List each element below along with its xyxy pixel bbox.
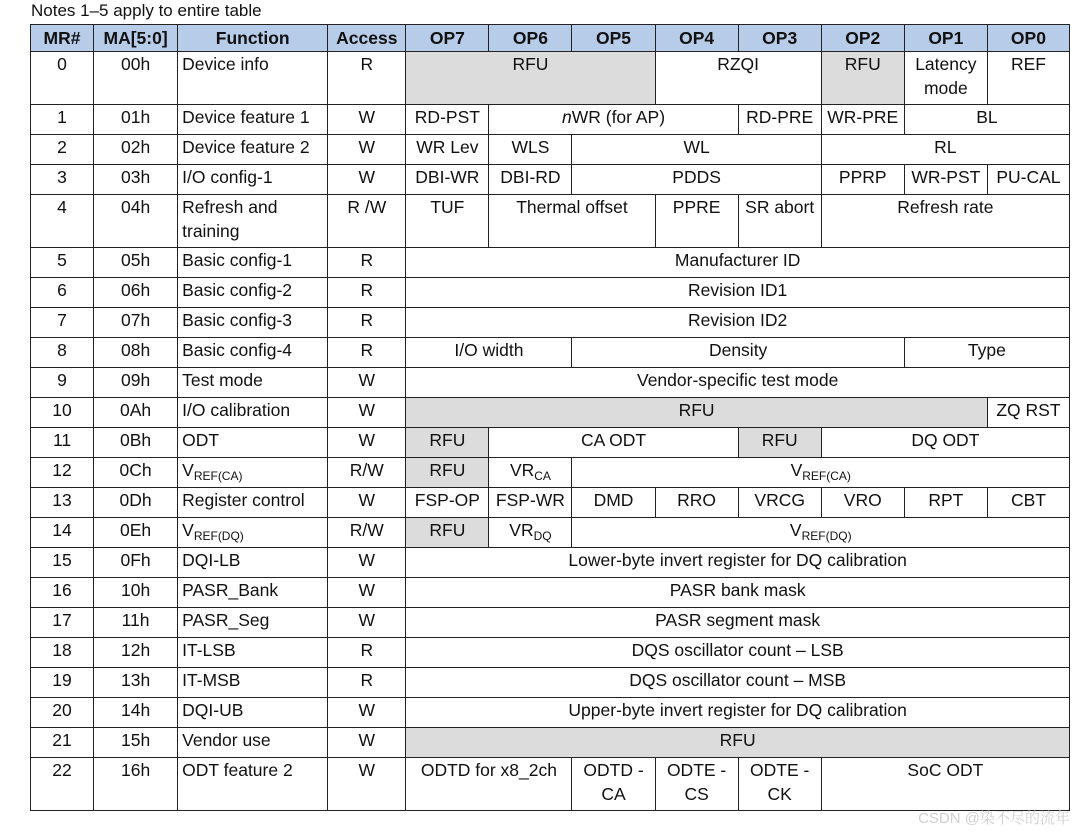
function-name-text: V: [182, 520, 194, 540]
table-row: [31, 518, 1070, 548]
function-name: IT-MSB: [178, 668, 328, 698]
access-type: R: [328, 638, 406, 668]
op-field-rfu: RFU: [406, 428, 489, 458]
mode-address: 11h: [94, 608, 178, 638]
mode-address: 0Bh: [94, 428, 178, 458]
mode-address: 0Fh: [94, 548, 178, 578]
function-name: PASR_Bank: [178, 578, 328, 608]
col-header-access: Access: [328, 25, 406, 52]
op-field: BL: [904, 105, 1069, 135]
mode-address: 03h: [94, 165, 178, 195]
access-type: W: [328, 608, 406, 638]
mr-number: 14: [31, 518, 94, 548]
mr-number: 18: [31, 638, 94, 668]
col-header-op5: OP5: [572, 25, 655, 52]
access-type: W: [328, 428, 406, 458]
op-field: SR abort: [738, 195, 821, 248]
access-type: R: [328, 248, 406, 278]
mode-address: 12h: [94, 638, 178, 668]
op-field: ODTD -CA: [572, 758, 655, 811]
function-name: Device info: [178, 52, 328, 105]
table-row: [31, 195, 1070, 248]
table-row: [31, 758, 1070, 811]
col-header-op6: OP6: [489, 25, 572, 52]
mode-address: 05h: [94, 248, 178, 278]
op-field: WR-PRE: [821, 105, 904, 135]
table-row: [31, 165, 1070, 195]
op-field: WLS: [489, 135, 572, 165]
op-field: PDDS: [572, 165, 821, 195]
mode-address: 01h: [94, 105, 178, 135]
mr-number: 2: [31, 135, 94, 165]
function-name: [178, 518, 328, 548]
access-type: W: [328, 728, 406, 758]
op-field: RD-PRE: [738, 105, 821, 135]
access-type: R /W: [328, 195, 406, 248]
op-field-subscript: REF(CA): [802, 469, 851, 483]
access-type: R/W: [328, 518, 406, 548]
function-name: Basic config-1: [178, 248, 328, 278]
op-field-text: VR: [509, 460, 535, 480]
mode-address: 00h: [94, 52, 178, 105]
op-field-rfu: RFU: [738, 428, 821, 458]
mode-address: 04h: [94, 195, 178, 248]
op-field: Type: [904, 338, 1069, 368]
access-type: W: [328, 135, 406, 165]
function-name: Device feature 2: [178, 135, 328, 165]
mode-address: 10h: [94, 578, 178, 608]
op-field: RD-PST: [406, 105, 489, 135]
table-row: [31, 308, 1070, 338]
op-field: VRCG: [738, 488, 821, 518]
mode-address: 15h: [94, 728, 178, 758]
op-field-rfu: RFU: [406, 52, 655, 105]
op-field: RZQI: [655, 52, 821, 105]
access-type: W: [328, 488, 406, 518]
mode-address: 16h: [94, 758, 178, 811]
op-field: PPRP: [821, 165, 904, 195]
op-field: VRO: [821, 488, 904, 518]
function-name: Vendor use: [178, 728, 328, 758]
op-field-rfu: RFU: [406, 728, 1070, 758]
mode-address: 14h: [94, 698, 178, 728]
access-type: W: [328, 165, 406, 195]
table-row: [31, 398, 1070, 428]
op-field-rfu: RFU: [406, 518, 489, 548]
mr-number: 10: [31, 398, 94, 428]
access-type: R: [328, 668, 406, 698]
op-field: ODTE -CK: [738, 758, 821, 811]
table-row: [31, 52, 1070, 105]
op-field: [572, 458, 1070, 488]
op-field: [572, 518, 1070, 548]
op-field: PASR segment mask: [406, 608, 1070, 638]
header-row: [31, 25, 1070, 52]
op-field: Upper-byte invert register for DQ calibration: [406, 698, 1070, 728]
mr-number: 8: [31, 338, 94, 368]
op-field: Lower-byte invert register for DQ calibration: [406, 548, 1070, 578]
op-field: ODTD for x8_2ch: [406, 758, 572, 811]
op-field: Density: [572, 338, 904, 368]
mode-address: 0Dh: [94, 488, 178, 518]
col-header-op3: OP3: [738, 25, 821, 52]
col-header-op1: OP1: [904, 25, 987, 52]
table-row: [31, 105, 1070, 135]
access-type: R/W: [328, 458, 406, 488]
op-field: REF: [987, 52, 1069, 105]
function-name: DQI-UB: [178, 698, 328, 728]
op-field-subscript: REF(DQ): [801, 529, 852, 543]
watermark: CSDN @染不尽的流年: [918, 810, 1070, 827]
table-row: [31, 368, 1070, 398]
table-row: [31, 608, 1070, 638]
op-field: Refresh rate: [821, 195, 1069, 248]
function-name: PASR_Seg: [178, 608, 328, 638]
access-type: W: [328, 548, 406, 578]
op-field: Latency mode: [904, 52, 987, 105]
table-row: [31, 135, 1070, 165]
col-header-op4: OP4: [655, 25, 738, 52]
table-row: [31, 548, 1070, 578]
mr-number: 7: [31, 308, 94, 338]
op-field: [489, 518, 572, 548]
mode-address: 06h: [94, 278, 178, 308]
op-field: Revision ID2: [406, 308, 1070, 338]
op-field: Vendor-specific test mode: [406, 368, 1070, 398]
op-field: DBI-RD: [489, 165, 572, 195]
table-row: [31, 728, 1070, 758]
function-name: Basic config-4: [178, 338, 328, 368]
mode-address: 02h: [94, 135, 178, 165]
mr-number: 5: [31, 248, 94, 278]
access-type: R: [328, 278, 406, 308]
mr-number: 16: [31, 578, 94, 608]
table-row: [31, 338, 1070, 368]
table-row: [31, 278, 1070, 308]
mode-address: 09h: [94, 368, 178, 398]
mr-number: 9: [31, 368, 94, 398]
function-name-subscript: REF(DQ): [193, 529, 244, 543]
access-type: R: [328, 338, 406, 368]
mr-number: 15: [31, 548, 94, 578]
op-field: ODTE -CS: [655, 758, 738, 811]
op-field-text: V: [790, 460, 803, 480]
table-row: [31, 698, 1070, 728]
mr-number: 17: [31, 608, 94, 638]
function-name: Basic config-3: [178, 308, 328, 338]
table-note: Notes 1–5 apply to entire table: [31, 1, 262, 20]
access-type: W: [328, 368, 406, 398]
mode-address: 0Ch: [94, 458, 178, 488]
op-field: DBI-WR: [406, 165, 489, 195]
col-header-mr: MR#: [31, 25, 94, 52]
function-name: Basic config-2: [178, 278, 328, 308]
op-field: DMD: [572, 488, 655, 518]
table-row: [31, 428, 1070, 458]
access-type: R: [328, 52, 406, 105]
mr-number: 11: [31, 428, 94, 458]
table-row: [31, 488, 1070, 518]
mr-number: 1: [31, 105, 94, 135]
access-type: W: [328, 398, 406, 428]
function-name: Refresh and training: [178, 195, 328, 248]
function-name: Register control: [178, 488, 328, 518]
op-field: DQ ODT: [821, 428, 1069, 458]
mr-number: 21: [31, 728, 94, 758]
col-header-op0: OP0: [987, 25, 1069, 52]
op-field: RL: [821, 135, 1069, 165]
op-field: I/O width: [406, 338, 572, 368]
mr-number: 20: [31, 698, 94, 728]
function-name: [178, 458, 328, 488]
op-field-text: VR: [509, 520, 534, 540]
op-field: DQS oscillator count – LSB: [406, 638, 1070, 668]
function-name-text: V: [182, 460, 194, 480]
op-field-rfu: RFU: [821, 52, 904, 105]
function-name: I/O calibration: [178, 398, 328, 428]
op-field: RPT: [904, 488, 987, 518]
mr-number: 0: [31, 52, 94, 105]
access-type: W: [328, 758, 406, 811]
op-field: SoC ODT: [821, 758, 1069, 811]
op-field-subscript: DQ: [533, 529, 552, 543]
op-field: Thermal offset: [489, 195, 655, 248]
op-field-rfu: RFU: [406, 398, 988, 428]
col-header-op7: OP7: [406, 25, 489, 52]
op-field: PASR bank mask: [406, 578, 1070, 608]
function-name: Device feature 1: [178, 105, 328, 135]
col-header-op2: OP2: [821, 25, 904, 52]
mode-address: 07h: [94, 308, 178, 338]
mr-number: 13: [31, 488, 94, 518]
op-field: WR-PST: [904, 165, 987, 195]
op-field: TUF: [406, 195, 489, 248]
op-field-rfu: RFU: [406, 458, 489, 488]
access-type: W: [328, 578, 406, 608]
function-name: DQI-LB: [178, 548, 328, 578]
op-field-italic-prefix: n: [561, 107, 572, 127]
mr-number: 6: [31, 278, 94, 308]
table-row: [31, 248, 1070, 278]
op-field: CA ODT: [489, 428, 738, 458]
table-row: [31, 458, 1070, 488]
access-type: W: [328, 105, 406, 135]
op-field: RRO: [655, 488, 738, 518]
mode-register-table: [30, 24, 1070, 811]
table-row: [31, 668, 1070, 698]
op-field-text: V: [789, 520, 802, 540]
op-field-text: WR (for AP): [571, 107, 666, 127]
op-field: Manufacturer ID: [406, 248, 1070, 278]
col-header-ma: MA[5:0]: [94, 25, 178, 52]
mr-number: 22: [31, 758, 94, 811]
mode-address: 0Eh: [94, 518, 178, 548]
op-field: DQS oscillator count – MSB: [406, 668, 1070, 698]
mr-number: 3: [31, 165, 94, 195]
function-name: I/O config-1: [178, 165, 328, 195]
op-field: CBT: [987, 488, 1069, 518]
op-field: WL: [572, 135, 821, 165]
function-name: ODT feature 2: [178, 758, 328, 811]
mode-address: 08h: [94, 338, 178, 368]
op-field: PU-CAL: [987, 165, 1069, 195]
op-field: WR Lev: [406, 135, 489, 165]
mode-address: 0Ah: [94, 398, 178, 428]
function-name: Test mode: [178, 368, 328, 398]
op-field: FSP-WR: [489, 488, 572, 518]
access-type: R: [328, 308, 406, 338]
col-header-function: Function: [178, 25, 328, 52]
op-field: [489, 105, 738, 135]
mode-address: 13h: [94, 668, 178, 698]
table-row: [31, 578, 1070, 608]
access-type: W: [328, 698, 406, 728]
mr-number: 19: [31, 668, 94, 698]
op-field: ZQ RST: [987, 398, 1069, 428]
mr-number: 12: [31, 458, 94, 488]
op-field: FSP-OP: [406, 488, 489, 518]
function-name-subscript: REF(CA): [193, 469, 243, 483]
op-field-subscript: CA: [534, 469, 551, 483]
table-row: [31, 638, 1070, 668]
function-name: IT-LSB: [178, 638, 328, 668]
op-field: Revision ID1: [406, 278, 1070, 308]
mr-number: 4: [31, 195, 94, 248]
function-name: ODT: [178, 428, 328, 458]
op-field: [489, 458, 572, 488]
op-field: PPRE: [655, 195, 738, 248]
